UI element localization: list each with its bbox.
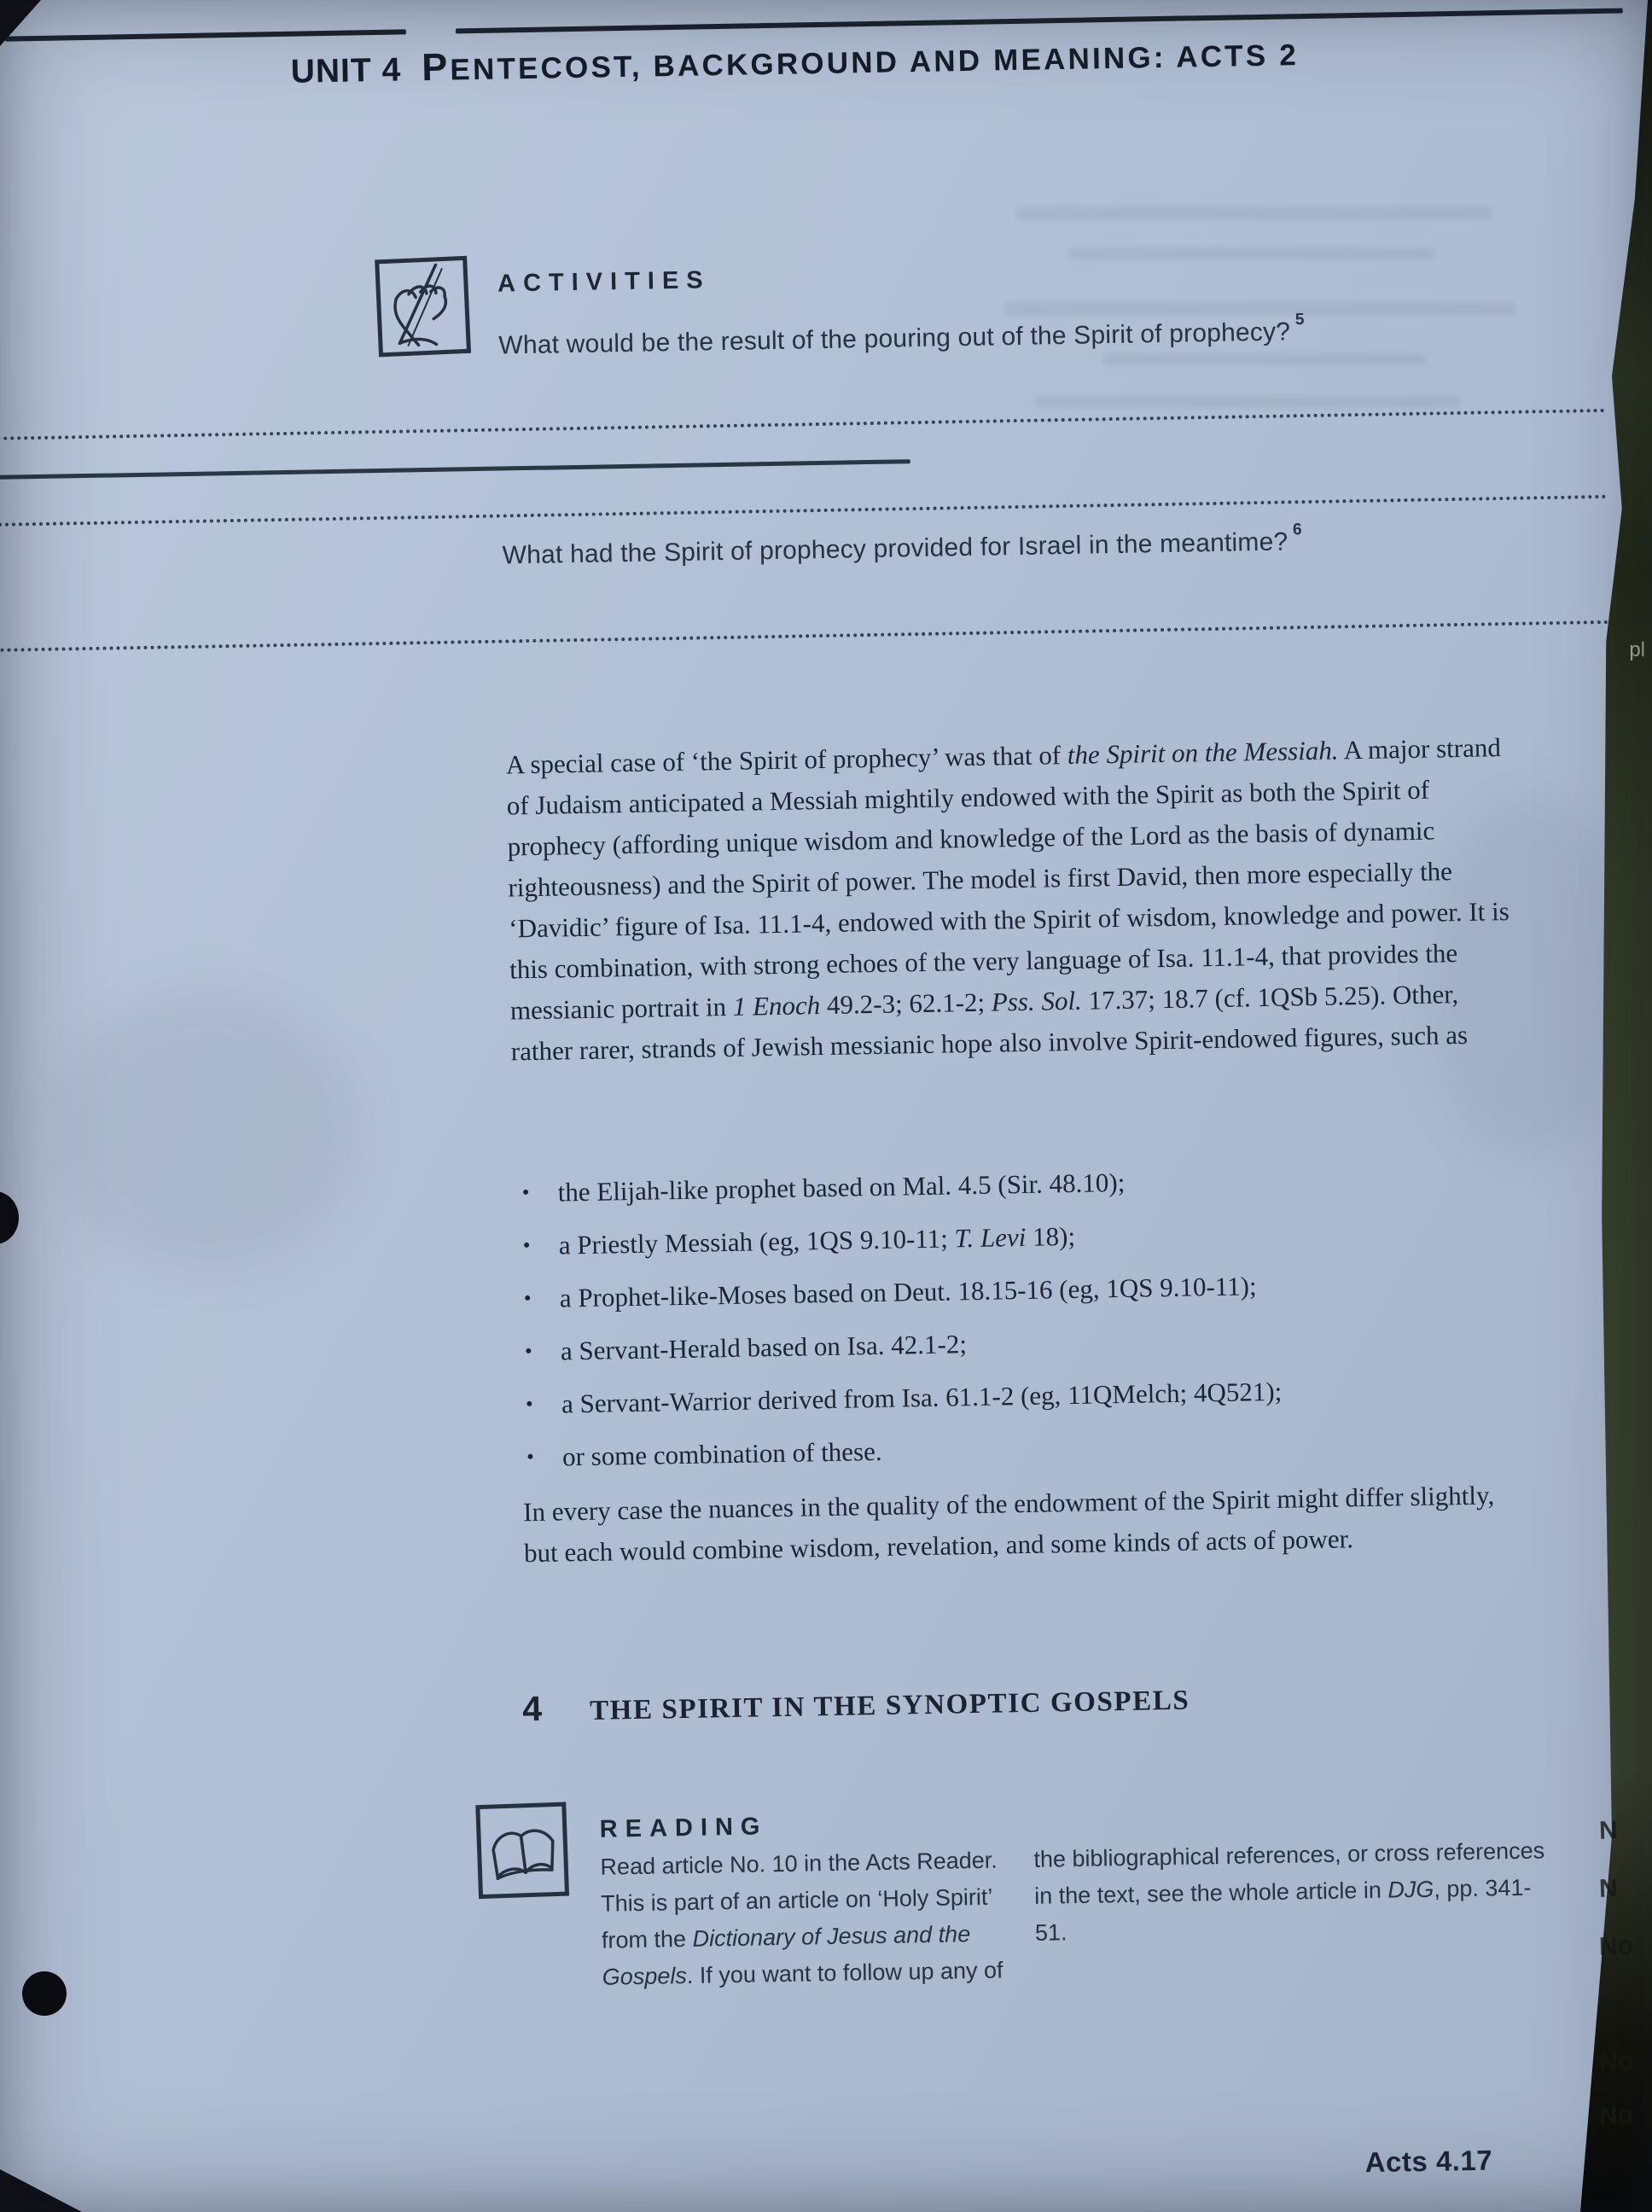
question-1-ref: 5: [1294, 311, 1305, 329]
bullet-text: the Elijah-like prophet based on Mal. 4.5 (Sir. 48.10);: [557, 1167, 1126, 1208]
edge-ghost-letter: N: [1598, 1874, 1619, 1904]
reading-text: , pp. 341-51.: [1034, 1874, 1532, 1946]
answer-line: [0, 495, 1608, 527]
hole-punch: [22, 1971, 67, 2016]
reading-text: Read article No. 10 in the Acts Reader. This is part of an article on ‘Holy Spirit’ from the: [600, 1847, 998, 1953]
activities-icon: [375, 256, 471, 358]
paragraph-run-italic: 1 Enoch: [732, 990, 821, 1022]
page-footer: Acts 4.17: [1364, 2144, 1493, 2179]
header-rule-right: [456, 9, 1623, 34]
question-2-ref: 6: [1292, 521, 1303, 539]
paragraph-run: 49.2-3; 62.1-2;: [819, 987, 992, 1021]
unit-label: UNIT 4: [290, 51, 402, 90]
answer-line: [0, 620, 1609, 652]
section-heading: [522, 1678, 1190, 1730]
paragraph-run: A major strand of Judaism anticipated a Messiah mightily endowed with the Spirit as both the Spirit of prophecy (affording unique wisdom and knowledge of the Lord as the basis of dynamic righteousness) and the Spirit of power. The model is first David, then more especially the ‘Davidic’ figure of Isa. 11.1-4, endowed with the Spirit of wisdom, knowledge and power. It is this combination, with strong echoes of the very language of Isa. 11.1-4, that provides the messianic portrait in: [506, 732, 1510, 1026]
edge-ghost-letter: No: [1598, 1989, 1634, 2020]
edge-ghost-letter: No: [1598, 1931, 1634, 1962]
question-1: [498, 311, 1305, 360]
bullet-text: a Priestly Messiah (eg, 1QS 9.10-11;: [558, 1223, 955, 1260]
question-1-text: What would be the result of the pouring out of the Spirit of prophecy?: [498, 317, 1291, 360]
reading-column-2: [1033, 1832, 1547, 1951]
bullet-text: a Prophet-like-Moses based on Deut. 18.15-16 (eg, 1QS 9.10-11);: [559, 1271, 1257, 1313]
bullet-text-italic: T. Levi: [954, 1221, 1027, 1254]
header-rule-left: [5, 29, 406, 41]
question-2: [502, 521, 1302, 570]
page-header: [290, 30, 1299, 92]
edge-text-fragment: pl: [1629, 638, 1645, 661]
paragraph-run-italic: the Spirit on the Messiah.: [1067, 735, 1339, 770]
bullet-item: [520, 1155, 1510, 1214]
answer-line: [0, 409, 1606, 440]
edge-ghost-letter: No: [1598, 2100, 1634, 2131]
bullet-text: or some combination of these.: [561, 1435, 882, 1472]
page-title: PENTECOST, BACKGROUND AND MEANING: ACTS 2: [421, 38, 1300, 90]
open-book-icon: [480, 1807, 564, 1895]
bullet-item: [524, 1367, 1515, 1425]
reading-text-italic: Dictionary of Jesus and the Gospels: [602, 1921, 971, 1990]
hand-writing-icon: [379, 260, 466, 352]
paragraph-run-italic: Pss. Sol.: [991, 985, 1083, 1017]
closing-paragraph: In every case the nuances in the quality of the endowment of the Spirit might differ slightly, but each would combine wisdom, revelation, and some kinds of acts of power.: [522, 1480, 1495, 1569]
answer-line-solid: [0, 459, 910, 480]
reading-icon: [475, 1802, 569, 1900]
section-title: THE SPIRIT IN THE SYNOPTIC GOSPELS: [589, 1685, 1190, 1726]
question-2-text: What had the Spirit of prophecy provided for Israel in the meantime?: [502, 527, 1288, 570]
body-paragraph: [506, 727, 1515, 1072]
bullet-text: 18);: [1026, 1220, 1076, 1252]
reading-text: the bibliographical references, or cross references in the text, see the whole article in: [1033, 1837, 1545, 1909]
section-number: 4: [521, 1688, 543, 1729]
bullet-list: [520, 1155, 1515, 1490]
reading-label: READING: [599, 1813, 768, 1843]
reading-text-italic: DJG: [1387, 1876, 1434, 1903]
paragraph-run: 17.37; 18.7 (cf. 1QSb 5.25). Other, rather rarer, strands of Jewish messianic hope also involve Spirit-endowed figures, such as: [510, 979, 1469, 1067]
bullet-text: a Servant-Herald based on Isa. 42.1-2;: [560, 1329, 968, 1366]
edge-ghost-letter: N: [1598, 1816, 1619, 1846]
edge-ghost-letter: No: [1598, 2047, 1634, 2078]
bullet-item: [521, 1208, 1511, 1266]
bullet-item: [525, 1420, 1515, 1478]
bullet-item: [521, 1261, 1512, 1319]
paragraph-run: A special case of ‘the Spirit of prophecy’ was that of: [505, 740, 1068, 780]
reading-text: . If you want to follow up any of: [686, 1957, 1003, 1989]
reading-column-1: [600, 1842, 1029, 1996]
bullet-item: [523, 1314, 1514, 1372]
activities-label: ACTIVITIES: [497, 266, 711, 298]
bullet-text: a Servant-Warrior derived from Isa. 61.1-2 (eg, 11QMelch; 4Q521);: [561, 1376, 1283, 1419]
